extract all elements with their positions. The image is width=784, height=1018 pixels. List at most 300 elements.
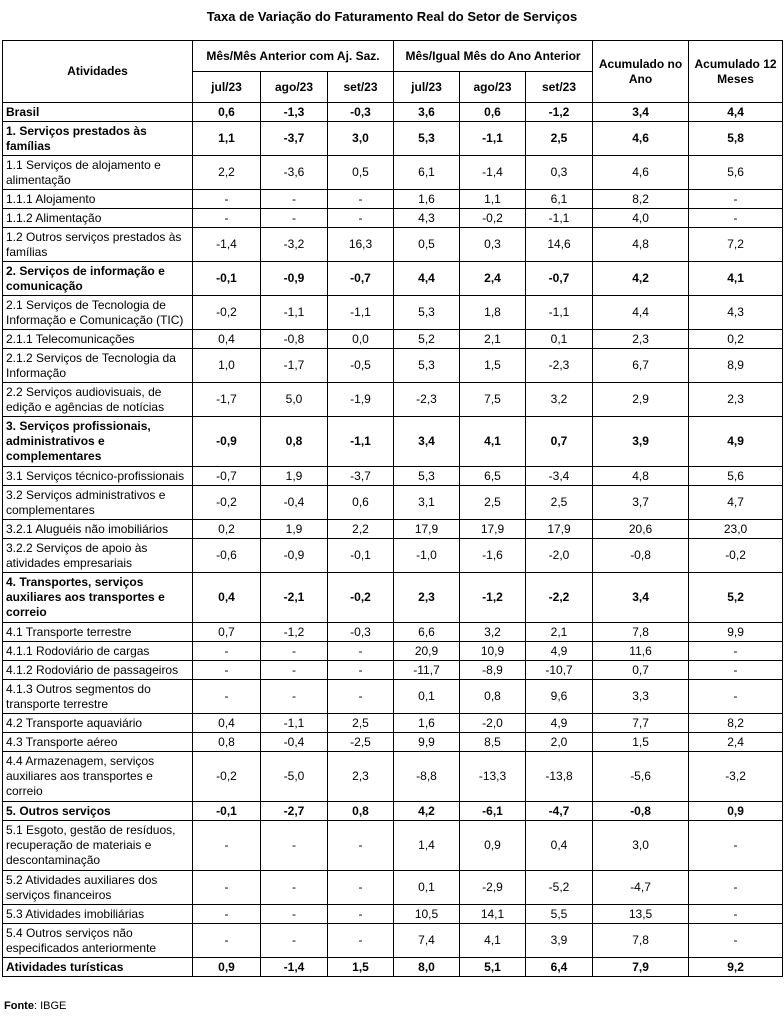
cell-value: -1,2 bbox=[526, 103, 593, 122]
table-row bbox=[3, 467, 783, 486]
cell-value: -1,1 bbox=[261, 714, 328, 733]
cell-value: -0,2 bbox=[193, 296, 261, 330]
table-row bbox=[3, 958, 783, 977]
cell-value: 0,9 bbox=[193, 958, 261, 977]
cell-value: 9,6 bbox=[526, 680, 593, 714]
cell-value: 1,5 bbox=[328, 958, 394, 977]
cell-value: 6,4 bbox=[526, 958, 593, 977]
cell-value: -13,8 bbox=[526, 752, 593, 802]
cell-value: -2,3 bbox=[526, 349, 593, 383]
cell-value: 13,5 bbox=[593, 905, 689, 924]
table-body bbox=[3, 103, 783, 977]
cell-value: - bbox=[689, 924, 783, 958]
cell-value: -4,7 bbox=[526, 802, 593, 821]
cell-value: 8,9 bbox=[689, 349, 783, 383]
table-row bbox=[3, 573, 783, 623]
cell-value: 7,5 bbox=[460, 383, 526, 417]
cell-value: -5,2 bbox=[526, 871, 593, 905]
cell-value: 7,8 bbox=[593, 623, 689, 642]
cell-value: 4,9 bbox=[526, 714, 593, 733]
table-row bbox=[3, 905, 783, 924]
source-note bbox=[4, 1000, 66, 1012]
cell-value: - bbox=[261, 924, 328, 958]
cell-value: 0,5 bbox=[328, 156, 394, 190]
cell-value: 6,1 bbox=[394, 156, 460, 190]
cell-value: -1,1 bbox=[261, 296, 328, 330]
cell-value: -3,2 bbox=[261, 228, 328, 262]
table-row bbox=[3, 821, 783, 871]
col-header-month: ago/23 bbox=[261, 72, 328, 103]
cell-value: -2,9 bbox=[460, 871, 526, 905]
cell-value: 5,6 bbox=[689, 156, 783, 190]
cell-value: - bbox=[261, 190, 328, 209]
cell-value: 0,4 bbox=[193, 330, 261, 349]
cell-value: 0,5 bbox=[394, 228, 460, 262]
cell-value: 1,8 bbox=[460, 296, 526, 330]
table-row bbox=[3, 417, 783, 467]
cell-value: 6,5 bbox=[460, 467, 526, 486]
cell-value: 2,3 bbox=[593, 330, 689, 349]
cell-value: 6,6 bbox=[394, 623, 460, 642]
cell-value: 23,0 bbox=[689, 520, 783, 539]
cell-value: -1,4 bbox=[460, 156, 526, 190]
table-row bbox=[3, 296, 783, 330]
cell-value: -1,1 bbox=[526, 209, 593, 228]
cell-value: 3,4 bbox=[394, 417, 460, 467]
cell-value: 7,4 bbox=[394, 924, 460, 958]
table-row bbox=[3, 122, 783, 156]
cell-value: 0,8 bbox=[328, 802, 394, 821]
cell-value: - bbox=[328, 661, 394, 680]
table-row bbox=[3, 103, 783, 122]
table-row bbox=[3, 486, 783, 520]
cell-value: - bbox=[689, 642, 783, 661]
row-label: 4.4 Armazenagem, serviços auxiliares aos transportes e correio bbox=[3, 752, 193, 802]
col-header-month: jul/23 bbox=[193, 72, 261, 103]
cell-value: 1,4 bbox=[394, 821, 460, 871]
row-label: Brasil bbox=[3, 103, 193, 122]
row-label: 1.1 Serviços de alojamento e alimentação bbox=[3, 156, 193, 190]
row-label: 1.2 Outros serviços prestados às famílias bbox=[3, 228, 193, 262]
table-row bbox=[3, 156, 783, 190]
cell-value: 0,4 bbox=[526, 821, 593, 871]
cell-value: 3,4 bbox=[593, 573, 689, 623]
cell-value: 4,3 bbox=[689, 296, 783, 330]
cell-value: 2,1 bbox=[460, 330, 526, 349]
cell-value: 2,3 bbox=[328, 752, 394, 802]
cell-value: 0,2 bbox=[689, 330, 783, 349]
cell-value: 3,6 bbox=[394, 103, 460, 122]
row-label: 2.2 Serviços audiovisuais, de edição e agências de notícias bbox=[3, 383, 193, 417]
col-header-activities: Atividades bbox=[3, 41, 193, 103]
cell-value: - bbox=[328, 905, 394, 924]
cell-value: 7,7 bbox=[593, 714, 689, 733]
cell-value: -0,1 bbox=[328, 539, 394, 573]
cell-value: 8,2 bbox=[689, 714, 783, 733]
cell-value: -0,2 bbox=[689, 539, 783, 573]
cell-value: 2,3 bbox=[394, 573, 460, 623]
cell-value: - bbox=[261, 821, 328, 871]
cell-value: 4,8 bbox=[593, 467, 689, 486]
cell-value: 8,5 bbox=[460, 733, 526, 752]
cell-value: - bbox=[261, 905, 328, 924]
cell-value: 9,9 bbox=[689, 623, 783, 642]
cell-value: 4,4 bbox=[394, 262, 460, 296]
cell-value: 0,8 bbox=[193, 733, 261, 752]
cell-value: -0,8 bbox=[261, 330, 328, 349]
cell-value: -2,7 bbox=[261, 802, 328, 821]
cell-value: 2,5 bbox=[328, 714, 394, 733]
cell-value: - bbox=[261, 680, 328, 714]
cell-value: 0,3 bbox=[460, 228, 526, 262]
cell-value: 20,9 bbox=[394, 642, 460, 661]
cell-value: - bbox=[193, 680, 261, 714]
cell-value: -1,9 bbox=[328, 383, 394, 417]
cell-value: 5,2 bbox=[394, 330, 460, 349]
cell-value: - bbox=[261, 871, 328, 905]
row-label: 4.3 Transporte aéreo bbox=[3, 733, 193, 752]
cell-value: -5,0 bbox=[261, 752, 328, 802]
cell-value: 0,2 bbox=[193, 520, 261, 539]
cell-value: 1,5 bbox=[593, 733, 689, 752]
cell-value: - bbox=[193, 905, 261, 924]
row-label: 4.1.2 Rodoviário de passageiros bbox=[3, 661, 193, 680]
cell-value: 5,3 bbox=[394, 467, 460, 486]
cell-value: 17,9 bbox=[460, 520, 526, 539]
cell-value: 0,6 bbox=[460, 103, 526, 122]
cell-value: 4,9 bbox=[689, 417, 783, 467]
cell-value: -8,8 bbox=[394, 752, 460, 802]
cell-value: 0,0 bbox=[328, 330, 394, 349]
cell-value: - bbox=[689, 209, 783, 228]
cell-value: -2,0 bbox=[460, 714, 526, 733]
cell-value: 3,2 bbox=[526, 383, 593, 417]
table-row bbox=[3, 383, 783, 417]
cell-value: 4,6 bbox=[593, 156, 689, 190]
row-label: 4.1 Transporte terrestre bbox=[3, 623, 193, 642]
cell-value: 11,6 bbox=[593, 642, 689, 661]
cell-value: 14,1 bbox=[460, 905, 526, 924]
cell-value: 1,5 bbox=[460, 349, 526, 383]
cell-value: 0,6 bbox=[193, 103, 261, 122]
cell-value: 0,1 bbox=[394, 871, 460, 905]
cell-value: -2,5 bbox=[328, 733, 394, 752]
cell-value: 1,6 bbox=[394, 190, 460, 209]
cell-value: -0,4 bbox=[261, 486, 328, 520]
cell-value: 4,4 bbox=[689, 103, 783, 122]
cell-value: - bbox=[261, 661, 328, 680]
cell-value: -2,1 bbox=[261, 573, 328, 623]
row-label: 1.1.1 Alojamento bbox=[3, 190, 193, 209]
table-row bbox=[3, 642, 783, 661]
table-row bbox=[3, 262, 783, 296]
cell-value: 1,1 bbox=[460, 190, 526, 209]
cell-value: -0,7 bbox=[193, 467, 261, 486]
cell-value: 7,8 bbox=[593, 924, 689, 958]
cell-value: -0,9 bbox=[261, 262, 328, 296]
table-row bbox=[3, 539, 783, 573]
cell-value: - bbox=[689, 190, 783, 209]
cell-value: 6,1 bbox=[526, 190, 593, 209]
cell-value: -4,7 bbox=[593, 871, 689, 905]
cell-value: 5,6 bbox=[689, 467, 783, 486]
cell-value: 3,9 bbox=[526, 924, 593, 958]
table-title: Taxa de Variação do Faturamento Real do Setor de Serviços bbox=[206, 9, 578, 24]
cell-value: - bbox=[689, 661, 783, 680]
cell-value: -1,1 bbox=[526, 296, 593, 330]
cell-value: 10,5 bbox=[394, 905, 460, 924]
cell-value: 2,2 bbox=[193, 156, 261, 190]
cell-value: 10,9 bbox=[460, 642, 526, 661]
cell-value: - bbox=[328, 871, 394, 905]
cell-value: -2,3 bbox=[394, 383, 460, 417]
table-row bbox=[3, 924, 783, 958]
cell-value: 2,4 bbox=[689, 733, 783, 752]
cell-value: -0,2 bbox=[460, 209, 526, 228]
col-header-month: set/23 bbox=[526, 72, 593, 103]
cell-value: 5,3 bbox=[394, 296, 460, 330]
cell-value: -0,1 bbox=[193, 262, 261, 296]
cell-value: 3,0 bbox=[328, 122, 394, 156]
cell-value: 2,9 bbox=[593, 383, 689, 417]
cell-value: 2,5 bbox=[460, 486, 526, 520]
cell-value: 2,5 bbox=[526, 122, 593, 156]
cell-value: 7,2 bbox=[689, 228, 783, 262]
cell-value: -1,3 bbox=[261, 103, 328, 122]
cell-value: 3,7 bbox=[593, 486, 689, 520]
cell-value: 16,3 bbox=[328, 228, 394, 262]
cell-value: -0,2 bbox=[193, 752, 261, 802]
cell-value: -0,9 bbox=[261, 539, 328, 573]
cell-value: 3,0 bbox=[593, 821, 689, 871]
cell-value: 0,9 bbox=[460, 821, 526, 871]
cell-value: 1,9 bbox=[261, 467, 328, 486]
cell-value: - bbox=[328, 190, 394, 209]
cell-value: 4,7 bbox=[689, 486, 783, 520]
cell-value: 4,6 bbox=[593, 122, 689, 156]
row-label: 3.1 Serviços técnico-profissionais bbox=[3, 467, 193, 486]
row-label: 2.1.1 Telecomunicações bbox=[3, 330, 193, 349]
cell-value: -1,1 bbox=[328, 417, 394, 467]
cell-value: - bbox=[261, 209, 328, 228]
cell-value: 20,6 bbox=[593, 520, 689, 539]
col-group-yoy: Mês/Igual Mês do Ano Anterior bbox=[394, 41, 593, 72]
row-label: 4.2 Transporte aquaviário bbox=[3, 714, 193, 733]
row-label: 5.4 Outros serviços não especificados anteriormente bbox=[3, 924, 193, 958]
cell-value: -1,1 bbox=[460, 122, 526, 156]
table-row bbox=[3, 714, 783, 733]
cell-value: 0,6 bbox=[328, 486, 394, 520]
cell-value: 4,1 bbox=[689, 262, 783, 296]
cell-value: 4,2 bbox=[593, 262, 689, 296]
row-label: 3.2 Serviços administrativos e complementares bbox=[3, 486, 193, 520]
table-row bbox=[3, 802, 783, 821]
cell-value: -6,1 bbox=[460, 802, 526, 821]
cell-value: 3,3 bbox=[593, 680, 689, 714]
cell-value: 5,1 bbox=[460, 958, 526, 977]
cell-value: -5,6 bbox=[593, 752, 689, 802]
cell-value: -3,2 bbox=[689, 752, 783, 802]
table-row bbox=[3, 209, 783, 228]
cell-value: 2,3 bbox=[689, 383, 783, 417]
row-label: 3. Serviços profissionais, administrativos e complementares bbox=[3, 417, 193, 467]
col-header-month: set/23 bbox=[328, 72, 394, 103]
cell-value: -3,6 bbox=[261, 156, 328, 190]
cell-value: 0,1 bbox=[394, 680, 460, 714]
cell-value: 0,8 bbox=[261, 417, 328, 467]
cell-value: - bbox=[193, 821, 261, 871]
row-label: 4.1.3 Outros segmentos do transporte terrestre bbox=[3, 680, 193, 714]
cell-value: - bbox=[689, 821, 783, 871]
table-row bbox=[3, 228, 783, 262]
cell-value: 3,1 bbox=[394, 486, 460, 520]
cell-value: 0,7 bbox=[593, 661, 689, 680]
cell-value: - bbox=[328, 821, 394, 871]
cell-value: 0,7 bbox=[526, 417, 593, 467]
cell-value: -1,2 bbox=[460, 573, 526, 623]
cell-value: - bbox=[328, 209, 394, 228]
cell-value: - bbox=[328, 924, 394, 958]
table-row bbox=[3, 623, 783, 642]
cell-value: 1,0 bbox=[193, 349, 261, 383]
cell-value: -0,9 bbox=[193, 417, 261, 467]
cell-value: -0,8 bbox=[593, 539, 689, 573]
cell-value: 2,0 bbox=[526, 733, 593, 752]
cell-value: 5,2 bbox=[689, 573, 783, 623]
cell-value: -13,3 bbox=[460, 752, 526, 802]
cell-value: 4,8 bbox=[593, 228, 689, 262]
cell-value: - bbox=[193, 661, 261, 680]
cell-value: -0,3 bbox=[328, 103, 394, 122]
table-row bbox=[3, 752, 783, 802]
cell-value: - bbox=[261, 642, 328, 661]
cell-value: -8,9 bbox=[460, 661, 526, 680]
row-label: 1.1.2 Alimentação bbox=[3, 209, 193, 228]
cell-value: 0,9 bbox=[689, 802, 783, 821]
cell-value: -0,6 bbox=[193, 539, 261, 573]
row-label: 3.2.1 Aluguéis não imobiliários bbox=[3, 520, 193, 539]
row-label: 2.1.2 Serviços de Tecnologia da Informação bbox=[3, 349, 193, 383]
cell-value: -0,2 bbox=[193, 486, 261, 520]
row-label: 2.1 Serviços de Tecnologia de Informação e Comunicação (TIC) bbox=[3, 296, 193, 330]
cell-value: - bbox=[328, 680, 394, 714]
table-row bbox=[3, 520, 783, 539]
cell-value: 4,2 bbox=[394, 802, 460, 821]
cell-value: 2,5 bbox=[526, 486, 593, 520]
cell-value: 0,8 bbox=[460, 680, 526, 714]
cell-value: - bbox=[193, 209, 261, 228]
cell-value: 4,0 bbox=[593, 209, 689, 228]
source-label: Fonte bbox=[4, 1000, 34, 1012]
cell-value: -3,7 bbox=[261, 122, 328, 156]
cell-value: -1,4 bbox=[261, 958, 328, 977]
col-header-month: ago/23 bbox=[460, 72, 526, 103]
cell-value: -1,7 bbox=[261, 349, 328, 383]
cell-value: 0,4 bbox=[193, 573, 261, 623]
cell-value: 8,2 bbox=[593, 190, 689, 209]
cell-value: 5,3 bbox=[394, 122, 460, 156]
col-header-acc-year: Acumulado no Ano bbox=[593, 41, 689, 103]
cell-value: - bbox=[689, 680, 783, 714]
cell-value: -10,7 bbox=[526, 661, 593, 680]
cell-value: 4,1 bbox=[460, 924, 526, 958]
cell-value: 17,9 bbox=[526, 520, 593, 539]
table-row bbox=[3, 661, 783, 680]
cell-value: - bbox=[193, 924, 261, 958]
table-row bbox=[3, 871, 783, 905]
cell-value: -3,7 bbox=[328, 467, 394, 486]
table-row bbox=[3, 680, 783, 714]
cell-value: - bbox=[193, 190, 261, 209]
cell-value: -1,6 bbox=[460, 539, 526, 573]
cell-value: 14,6 bbox=[526, 228, 593, 262]
cell-value: 0,1 bbox=[526, 330, 593, 349]
cell-value: 8,0 bbox=[394, 958, 460, 977]
row-label: 1. Serviços prestados às famílias bbox=[3, 122, 193, 156]
row-label: 3.2.2 Serviços de apoio às atividades empresariais bbox=[3, 539, 193, 573]
cell-value: 5,3 bbox=[394, 349, 460, 383]
cell-value: 1,1 bbox=[193, 122, 261, 156]
row-label: 4. Transportes, serviços auxiliares aos transportes e correio bbox=[3, 573, 193, 623]
cell-value: -1,7 bbox=[193, 383, 261, 417]
cell-value: 5,8 bbox=[689, 122, 783, 156]
table-row bbox=[3, 330, 783, 349]
cell-value: 3,9 bbox=[593, 417, 689, 467]
cell-value: 5,0 bbox=[261, 383, 328, 417]
cell-value: -1,1 bbox=[328, 296, 394, 330]
col-header-month: jul/23 bbox=[394, 72, 460, 103]
cell-value: -0,3 bbox=[328, 623, 394, 642]
cell-value: 2,2 bbox=[328, 520, 394, 539]
table-row bbox=[3, 190, 783, 209]
row-label: 5.1 Esgoto, gestão de resíduos, recuperação de materiais e descontaminação bbox=[3, 821, 193, 871]
cell-value: -2,2 bbox=[526, 573, 593, 623]
cell-value: -1,4 bbox=[193, 228, 261, 262]
cell-value: - bbox=[689, 905, 783, 924]
cell-value: 9,2 bbox=[689, 958, 783, 977]
col-header-acc-12m: Acumulado 12 Meses bbox=[689, 41, 783, 103]
cell-value: -1,2 bbox=[261, 623, 328, 642]
cell-value: 0,3 bbox=[526, 156, 593, 190]
cell-value: 17,9 bbox=[394, 520, 460, 539]
cell-value: -0,7 bbox=[526, 262, 593, 296]
cell-value: - bbox=[193, 642, 261, 661]
table-row bbox=[3, 349, 783, 383]
cell-value: 1,6 bbox=[394, 714, 460, 733]
cell-value: -0,8 bbox=[593, 802, 689, 821]
cell-value: 2,4 bbox=[460, 262, 526, 296]
cell-value: 3,4 bbox=[593, 103, 689, 122]
cell-value: -3,4 bbox=[526, 467, 593, 486]
data-table bbox=[2, 40, 783, 977]
cell-value: - bbox=[689, 871, 783, 905]
cell-value: -11,7 bbox=[394, 661, 460, 680]
cell-value: 2,1 bbox=[526, 623, 593, 642]
table-row bbox=[3, 733, 783, 752]
cell-value: - bbox=[328, 642, 394, 661]
cell-value: 1,9 bbox=[261, 520, 328, 539]
cell-value: 4,1 bbox=[460, 417, 526, 467]
row-label: 5. Outros serviços bbox=[3, 802, 193, 821]
cell-value: 3,2 bbox=[460, 623, 526, 642]
cell-value: 4,9 bbox=[526, 642, 593, 661]
cell-value: -1,0 bbox=[394, 539, 460, 573]
cell-value: 5,5 bbox=[526, 905, 593, 924]
cell-value: 9,9 bbox=[394, 733, 460, 752]
cell-value: -0,4 bbox=[261, 733, 328, 752]
cell-value: 7,9 bbox=[593, 958, 689, 977]
cell-value: -0,1 bbox=[193, 802, 261, 821]
